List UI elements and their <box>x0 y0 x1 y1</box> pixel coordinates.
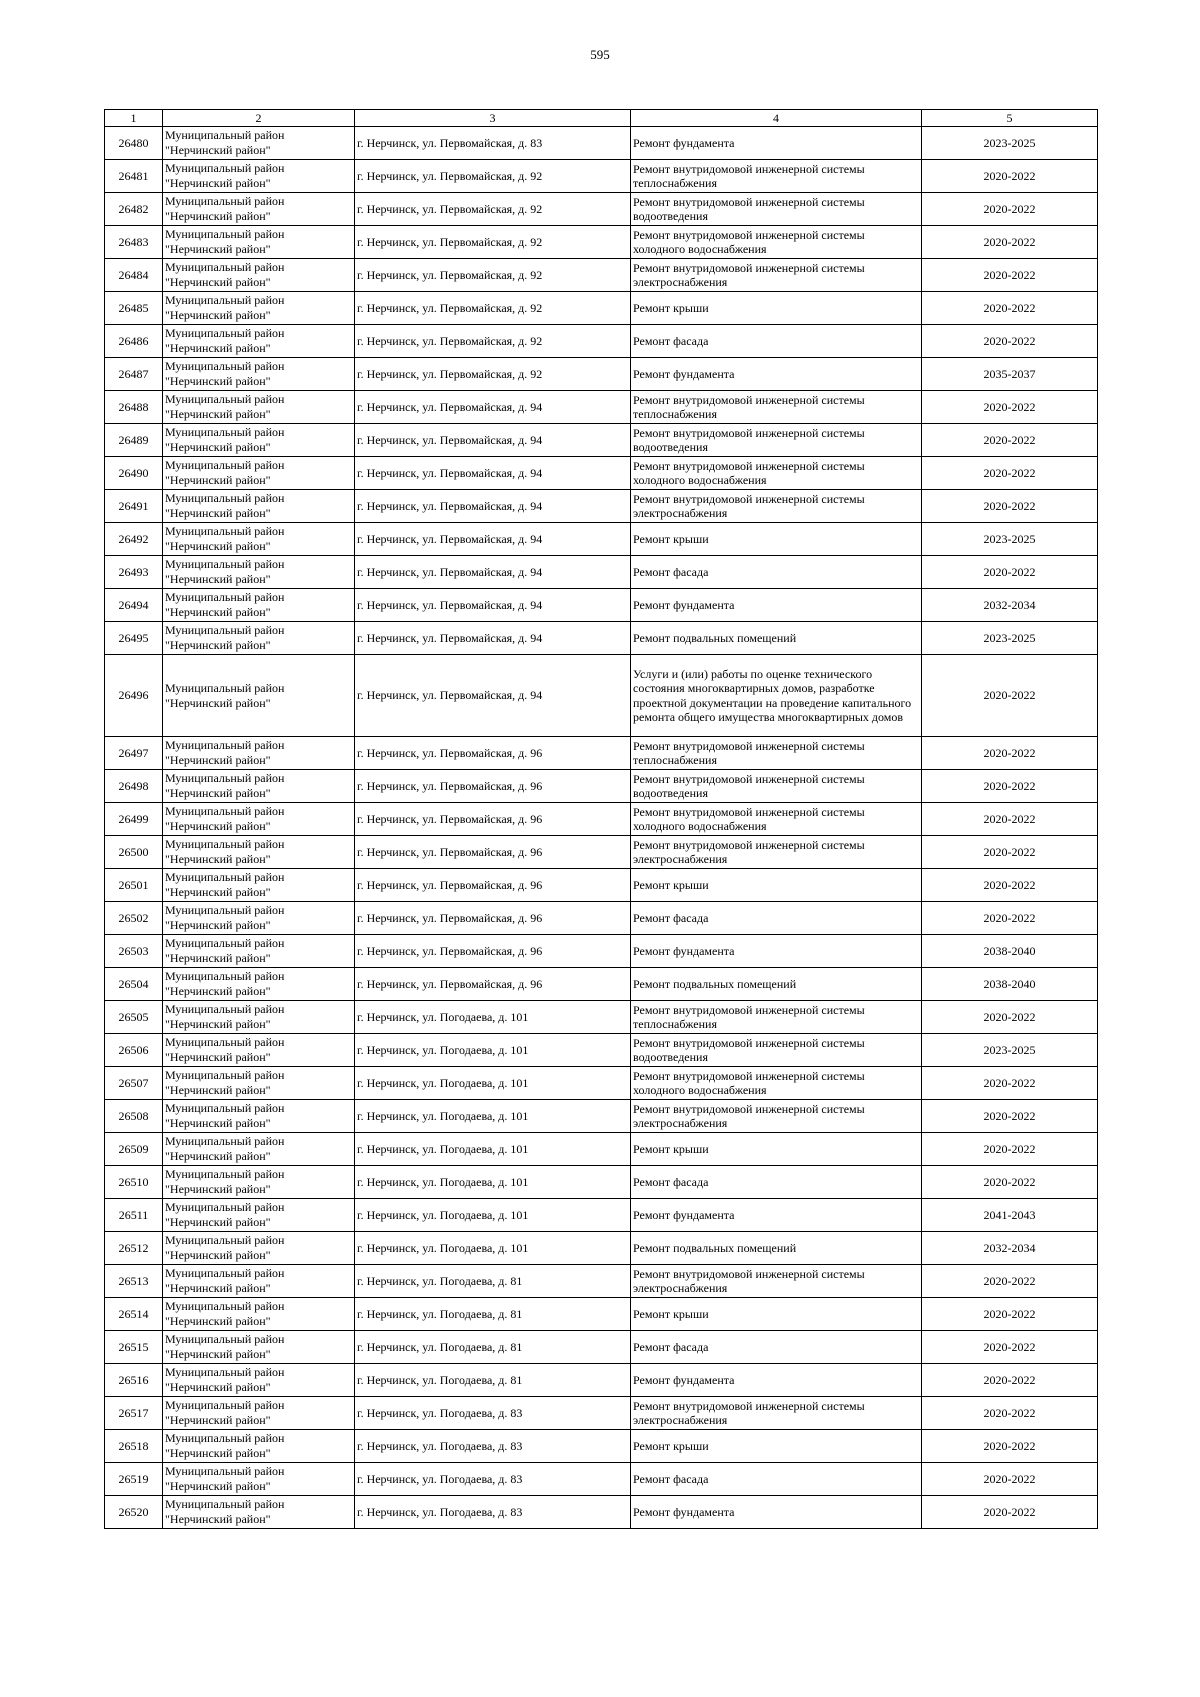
municipality-cell: Муниципальный район "Нерчинский район" <box>163 226 355 259</box>
table-row <box>105 325 1098 358</box>
row-number: 26494 <box>105 589 163 622</box>
address-cell: г. Нерчинск, ул. Первомайская, д. 96 <box>355 737 631 770</box>
address-cell: г. Нерчинск, ул. Первомайская, д. 94 <box>355 490 631 523</box>
table-row <box>105 1199 1098 1232</box>
municipality-cell: Муниципальный район "Нерчинский район" <box>163 259 355 292</box>
table-row <box>105 292 1098 325</box>
table-row <box>105 457 1098 490</box>
work-type-cell: Ремонт фасада <box>631 1166 922 1199</box>
period-cell: 2020-2022 <box>922 803 1098 836</box>
work-type-cell: Ремонт фундамента <box>631 1199 922 1232</box>
work-type-cell: Услуги и (или) работы по оценке технического состояния многоквартирных домов, разработке проектной документации на проведение капитального ремонта общего имущества многоквартирных домов <box>631 655 922 737</box>
work-type-cell: Ремонт подвальных помещений <box>631 968 922 1001</box>
row-number: 26497 <box>105 737 163 770</box>
column-header-3: 3 <box>355 110 631 127</box>
address-cell: г. Нерчинск, ул. Первомайская, д. 92 <box>355 160 631 193</box>
period-cell: 2020-2022 <box>922 1430 1098 1463</box>
municipality-cell: Муниципальный район "Нерчинский район" <box>163 127 355 160</box>
row-number: 26510 <box>105 1166 163 1199</box>
municipality-cell: Муниципальный район "Нерчинский район" <box>163 589 355 622</box>
municipality-cell: Муниципальный район "Нерчинский район" <box>163 836 355 869</box>
municipality-cell: Муниципальный район "Нерчинский район" <box>163 935 355 968</box>
address-cell: г. Нерчинск, ул. Погодаева, д. 81 <box>355 1364 631 1397</box>
work-type-cell: Ремонт фундамента <box>631 358 922 391</box>
column-header-4: 4 <box>631 110 922 127</box>
address-cell: г. Нерчинск, ул. Первомайская, д. 94 <box>355 589 631 622</box>
work-type-cell: Ремонт фундамента <box>631 127 922 160</box>
row-number: 26515 <box>105 1331 163 1364</box>
row-number: 26502 <box>105 902 163 935</box>
row-number: 26496 <box>105 655 163 737</box>
work-type-cell: Ремонт внутридомовой инженерной системы холодного водоснабжения <box>631 457 922 490</box>
row-number: 26517 <box>105 1397 163 1430</box>
address-cell: г. Нерчинск, ул. Погодаева, д. 101 <box>355 1199 631 1232</box>
address-cell: г. Нерчинск, ул. Первомайская, д. 94 <box>355 523 631 556</box>
period-cell: 2020-2022 <box>922 902 1098 935</box>
municipality-cell: Муниципальный район "Нерчинский район" <box>163 1298 355 1331</box>
address-cell: г. Нерчинск, ул. Погодаева, д. 101 <box>355 1100 631 1133</box>
row-number: 26490 <box>105 457 163 490</box>
work-type-cell: Ремонт крыши <box>631 523 922 556</box>
period-cell: 2020-2022 <box>922 1265 1098 1298</box>
municipality-cell: Муниципальный район "Нерчинский район" <box>163 902 355 935</box>
period-cell: 2020-2022 <box>922 556 1098 589</box>
municipality-cell: Муниципальный район "Нерчинский район" <box>163 1199 355 1232</box>
address-cell: г. Нерчинск, ул. Погодаева, д. 83 <box>355 1397 631 1430</box>
municipality-cell: Муниципальный район "Нерчинский район" <box>163 737 355 770</box>
column-header-5: 5 <box>922 110 1098 127</box>
row-number: 26498 <box>105 770 163 803</box>
table-row <box>105 1265 1098 1298</box>
table-row <box>105 869 1098 902</box>
period-cell: 2023-2025 <box>922 1034 1098 1067</box>
municipality-cell: Муниципальный район "Нерчинский район" <box>163 391 355 424</box>
row-number: 26495 <box>105 622 163 655</box>
table-row <box>105 935 1098 968</box>
row-number: 26485 <box>105 292 163 325</box>
table-row <box>105 193 1098 226</box>
table-row <box>105 127 1098 160</box>
period-cell: 2020-2022 <box>922 869 1098 902</box>
work-type-cell: Ремонт внутридомовой инженерной системы водоотведения <box>631 770 922 803</box>
municipality-cell: Муниципальный район "Нерчинский район" <box>163 622 355 655</box>
municipality-cell: Муниципальный район "Нерчинский район" <box>163 523 355 556</box>
work-type-cell: Ремонт фундамента <box>631 589 922 622</box>
municipality-cell: Муниципальный район "Нерчинский район" <box>163 457 355 490</box>
work-type-cell: Ремонт фасада <box>631 1331 922 1364</box>
period-cell: 2035-2037 <box>922 358 1098 391</box>
work-type-cell: Ремонт внутридомовой инженерной системы теплоснабжения <box>631 1001 922 1034</box>
address-cell: г. Нерчинск, ул. Погодаева, д. 81 <box>355 1298 631 1331</box>
table-row <box>105 589 1098 622</box>
row-number: 26482 <box>105 193 163 226</box>
address-cell: г. Нерчинск, ул. Первомайская, д. 96 <box>355 935 631 968</box>
municipality-cell: Муниципальный район "Нерчинский район" <box>163 358 355 391</box>
address-cell: г. Нерчинск, ул. Первомайская, д. 94 <box>355 391 631 424</box>
period-cell: 2023-2025 <box>922 127 1098 160</box>
address-cell: г. Нерчинск, ул. Первомайская, д. 94 <box>355 655 631 737</box>
row-number: 26516 <box>105 1364 163 1397</box>
row-number: 26503 <box>105 935 163 968</box>
work-type-cell: Ремонт внутридомовой инженерной системы электроснабжения <box>631 836 922 869</box>
row-number: 26488 <box>105 391 163 424</box>
table-row <box>105 770 1098 803</box>
address-cell: г. Нерчинск, ул. Первомайская, д. 83 <box>355 127 631 160</box>
period-cell: 2020-2022 <box>922 424 1098 457</box>
period-cell: 2020-2022 <box>922 1100 1098 1133</box>
address-cell: г. Нерчинск, ул. Первомайская, д. 96 <box>355 968 631 1001</box>
address-cell: г. Нерчинск, ул. Первомайская, д. 92 <box>355 226 631 259</box>
municipality-cell: Муниципальный район "Нерчинский район" <box>163 1067 355 1100</box>
period-cell: 2020-2022 <box>922 1463 1098 1496</box>
table-row <box>105 358 1098 391</box>
municipality-cell: Муниципальный район "Нерчинский район" <box>163 655 355 737</box>
work-type-cell: Ремонт фундамента <box>631 1364 922 1397</box>
address-cell: г. Нерчинск, ул. Погодаева, д. 101 <box>355 1067 631 1100</box>
address-cell: г. Нерчинск, ул. Погодаева, д. 101 <box>355 1034 631 1067</box>
address-cell: г. Нерчинск, ул. Погодаева, д. 101 <box>355 1133 631 1166</box>
work-type-cell: Ремонт крыши <box>631 292 922 325</box>
municipality-cell: Муниципальный район "Нерчинский район" <box>163 424 355 457</box>
table-row <box>105 1463 1098 1496</box>
table-row <box>105 226 1098 259</box>
work-type-cell: Ремонт внутридомовой инженерной системы теплоснабжения <box>631 391 922 424</box>
address-cell: г. Нерчинск, ул. Первомайская, д. 96 <box>355 770 631 803</box>
period-cell: 2020-2022 <box>922 391 1098 424</box>
work-type-cell: Ремонт внутридомовой инженерной системы электроснабжения <box>631 1265 922 1298</box>
repair-schedule-table <box>104 109 1098 1529</box>
table-row <box>105 1067 1098 1100</box>
municipality-cell: Муниципальный район "Нерчинский район" <box>163 803 355 836</box>
table-row <box>105 1496 1098 1529</box>
table-row <box>105 1397 1098 1430</box>
address-cell: г. Нерчинск, ул. Погодаева, д. 101 <box>355 1232 631 1265</box>
row-number: 26506 <box>105 1034 163 1067</box>
table-row <box>105 836 1098 869</box>
municipality-cell: Муниципальный район "Нерчинский район" <box>163 160 355 193</box>
work-type-cell: Ремонт внутридомовой инженерной системы электроснабжения <box>631 490 922 523</box>
address-cell: г. Нерчинск, ул. Погодаева, д. 83 <box>355 1463 631 1496</box>
address-cell: г. Нерчинск, ул. Первомайская, д. 92 <box>355 292 631 325</box>
work-type-cell: Ремонт внутридомовой инженерной системы теплоснабжения <box>631 737 922 770</box>
table-row <box>105 160 1098 193</box>
period-cell: 2020-2022 <box>922 1133 1098 1166</box>
table-row <box>105 391 1098 424</box>
period-cell: 2020-2022 <box>922 457 1098 490</box>
table-row <box>105 1100 1098 1133</box>
period-cell: 2020-2022 <box>922 1067 1098 1100</box>
work-type-cell: Ремонт фасада <box>631 1463 922 1496</box>
row-number: 26500 <box>105 836 163 869</box>
row-number: 26501 <box>105 869 163 902</box>
period-cell: 2020-2022 <box>922 226 1098 259</box>
period-cell: 2020-2022 <box>922 193 1098 226</box>
row-number: 26491 <box>105 490 163 523</box>
municipality-cell: Муниципальный район "Нерчинский район" <box>163 556 355 589</box>
municipality-cell: Муниципальный район "Нерчинский район" <box>163 1364 355 1397</box>
work-type-cell: Ремонт фундамента <box>631 1496 922 1529</box>
table-header <box>105 110 1098 127</box>
work-type-cell: Ремонт внутридомовой инженерной системы электроснабжения <box>631 259 922 292</box>
municipality-cell: Муниципальный район "Нерчинский район" <box>163 325 355 358</box>
table-row <box>105 803 1098 836</box>
row-number: 26520 <box>105 1496 163 1529</box>
work-type-cell: Ремонт фасада <box>631 556 922 589</box>
row-number: 26514 <box>105 1298 163 1331</box>
table-row <box>105 902 1098 935</box>
period-cell: 2020-2022 <box>922 655 1098 737</box>
work-type-cell: Ремонт внутридомовой инженерной системы электроснабжения <box>631 1397 922 1430</box>
municipality-cell: Муниципальный район "Нерчинский район" <box>163 1496 355 1529</box>
period-cell: 2020-2022 <box>922 1298 1098 1331</box>
row-number: 26513 <box>105 1265 163 1298</box>
table-row <box>105 1034 1098 1067</box>
table-row <box>105 1133 1098 1166</box>
address-cell: г. Нерчинск, ул. Первомайская, д. 94 <box>355 424 631 457</box>
period-cell: 2023-2025 <box>922 622 1098 655</box>
work-type-cell: Ремонт крыши <box>631 869 922 902</box>
period-cell: 2020-2022 <box>922 1496 1098 1529</box>
address-cell: г. Нерчинск, ул. Погодаева, д. 83 <box>355 1496 631 1529</box>
period-cell: 2020-2022 <box>922 770 1098 803</box>
address-cell: г. Нерчинск, ул. Первомайская, д. 96 <box>355 836 631 869</box>
municipality-cell: Муниципальный район "Нерчинский район" <box>163 1232 355 1265</box>
header-row <box>105 110 1098 127</box>
table-row <box>105 1232 1098 1265</box>
table-row <box>105 523 1098 556</box>
period-cell: 2020-2022 <box>922 160 1098 193</box>
municipality-cell: Муниципальный район "Нерчинский район" <box>163 1100 355 1133</box>
address-cell: г. Нерчинск, ул. Погодаева, д. 81 <box>355 1331 631 1364</box>
address-cell: г. Нерчинск, ул. Первомайская, д. 92 <box>355 193 631 226</box>
period-cell: 2020-2022 <box>922 737 1098 770</box>
address-cell: г. Нерчинск, ул. Погодаева, д. 101 <box>355 1001 631 1034</box>
municipality-cell: Муниципальный район "Нерчинский район" <box>163 770 355 803</box>
municipality-cell: Муниципальный район "Нерчинский район" <box>163 1331 355 1364</box>
column-header-2: 2 <box>163 110 355 127</box>
period-cell: 2020-2022 <box>922 325 1098 358</box>
period-cell: 2020-2022 <box>922 836 1098 869</box>
work-type-cell: Ремонт внутридомовой инженерной системы теплоснабжения <box>631 160 922 193</box>
period-cell: 2020-2022 <box>922 1001 1098 1034</box>
table-row <box>105 737 1098 770</box>
row-number: 26489 <box>105 424 163 457</box>
row-number: 26509 <box>105 1133 163 1166</box>
work-type-cell: Ремонт подвальных помещений <box>631 1232 922 1265</box>
table-row <box>105 424 1098 457</box>
row-number: 26508 <box>105 1100 163 1133</box>
row-number: 26518 <box>105 1430 163 1463</box>
address-cell: г. Нерчинск, ул. Первомайская, д. 92 <box>355 358 631 391</box>
table-row <box>105 490 1098 523</box>
row-number: 26507 <box>105 1067 163 1100</box>
address-cell: г. Нерчинск, ул. Погодаева, д. 81 <box>355 1265 631 1298</box>
work-type-cell: Ремонт внутридомовой инженерной системы водоотведения <box>631 424 922 457</box>
address-cell: г. Нерчинск, ул. Погодаева, д. 101 <box>355 1166 631 1199</box>
address-cell: г. Нерчинск, ул. Первомайская, д. 96 <box>355 902 631 935</box>
work-type-cell: Ремонт внутридомовой инженерной системы водоотведения <box>631 193 922 226</box>
work-type-cell: Ремонт фасада <box>631 902 922 935</box>
table-row <box>105 1298 1098 1331</box>
address-cell: г. Нерчинск, ул. Первомайская, д. 94 <box>355 556 631 589</box>
period-cell: 2041-2043 <box>922 1199 1098 1232</box>
row-number: 26481 <box>105 160 163 193</box>
period-cell: 2032-2034 <box>922 589 1098 622</box>
period-cell: 2038-2040 <box>922 935 1098 968</box>
work-type-cell: Ремонт крыши <box>631 1430 922 1463</box>
address-cell: г. Нерчинск, ул. Первомайская, д. 96 <box>355 803 631 836</box>
row-number: 26480 <box>105 127 163 160</box>
period-cell: 2020-2022 <box>922 1331 1098 1364</box>
address-cell: г. Нерчинск, ул. Первомайская, д. 94 <box>355 622 631 655</box>
row-number: 26484 <box>105 259 163 292</box>
municipality-cell: Муниципальный район "Нерчинский район" <box>163 1001 355 1034</box>
table-row <box>105 1430 1098 1463</box>
row-number: 26493 <box>105 556 163 589</box>
work-type-cell: Ремонт фасада <box>631 325 922 358</box>
row-number: 26499 <box>105 803 163 836</box>
row-number: 26486 <box>105 325 163 358</box>
period-cell: 2020-2022 <box>922 1364 1098 1397</box>
municipality-cell: Муниципальный район "Нерчинский район" <box>163 193 355 226</box>
municipality-cell: Муниципальный район "Нерчинский район" <box>163 1397 355 1430</box>
row-number: 26505 <box>105 1001 163 1034</box>
period-cell: 2020-2022 <box>922 1166 1098 1199</box>
municipality-cell: Муниципальный район "Нерчинский район" <box>163 1463 355 1496</box>
work-type-cell: Ремонт внутридомовой инженерной системы холодного водоснабжения <box>631 803 922 836</box>
table-row <box>105 1001 1098 1034</box>
work-type-cell: Ремонт крыши <box>631 1133 922 1166</box>
period-cell: 2020-2022 <box>922 259 1098 292</box>
row-number: 26487 <box>105 358 163 391</box>
row-number: 26483 <box>105 226 163 259</box>
table-row <box>105 259 1098 292</box>
table-row <box>105 655 1098 737</box>
address-cell: г. Нерчинск, ул. Первомайская, д. 94 <box>355 457 631 490</box>
table-row <box>105 968 1098 1001</box>
period-cell: 2032-2034 <box>922 1232 1098 1265</box>
row-number: 26512 <box>105 1232 163 1265</box>
table-row <box>105 1331 1098 1364</box>
work-type-cell: Ремонт подвальных помещений <box>631 622 922 655</box>
row-number: 26511 <box>105 1199 163 1232</box>
municipality-cell: Муниципальный район "Нерчинский район" <box>163 490 355 523</box>
period-cell: 2023-2025 <box>922 523 1098 556</box>
address-cell: г. Нерчинск, ул. Погодаева, д. 83 <box>355 1430 631 1463</box>
municipality-cell: Муниципальный район "Нерчинский район" <box>163 1265 355 1298</box>
work-type-cell: Ремонт внутридомовой инженерной системы холодного водоснабжения <box>631 1067 922 1100</box>
period-cell: 2038-2040 <box>922 968 1098 1001</box>
table-body <box>105 127 1098 1529</box>
work-type-cell: Ремонт крыши <box>631 1298 922 1331</box>
municipality-cell: Муниципальный район "Нерчинский район" <box>163 968 355 1001</box>
address-cell: г. Нерчинск, ул. Первомайская, д. 92 <box>355 325 631 358</box>
work-type-cell: Ремонт внутридомовой инженерной системы водоотведения <box>631 1034 922 1067</box>
address-cell: г. Нерчинск, ул. Первомайская, д. 92 <box>355 259 631 292</box>
work-type-cell: Ремонт внутридомовой инженерной системы холодного водоснабжения <box>631 226 922 259</box>
column-header-1: 1 <box>105 110 163 127</box>
address-cell: г. Нерчинск, ул. Первомайская, д. 96 <box>355 869 631 902</box>
municipality-cell: Муниципальный район "Нерчинский район" <box>163 1133 355 1166</box>
period-cell: 2020-2022 <box>922 1397 1098 1430</box>
work-type-cell: Ремонт фундамента <box>631 935 922 968</box>
table-row <box>105 1166 1098 1199</box>
work-type-cell: Ремонт внутридомовой инженерной системы электроснабжения <box>631 1100 922 1133</box>
page-number: 595 <box>590 47 610 62</box>
row-number: 26504 <box>105 968 163 1001</box>
municipality-cell: Муниципальный район "Нерчинский район" <box>163 1430 355 1463</box>
table-row <box>105 622 1098 655</box>
row-number: 26492 <box>105 523 163 556</box>
municipality-cell: Муниципальный район "Нерчинский район" <box>163 1034 355 1067</box>
period-cell: 2020-2022 <box>922 490 1098 523</box>
table-row <box>105 1364 1098 1397</box>
municipality-cell: Муниципальный район "Нерчинский район" <box>163 292 355 325</box>
table-row <box>105 556 1098 589</box>
municipality-cell: Муниципальный район "Нерчинский район" <box>163 1166 355 1199</box>
period-cell: 2020-2022 <box>922 292 1098 325</box>
municipality-cell: Муниципальный район "Нерчинский район" <box>163 869 355 902</box>
row-number: 26519 <box>105 1463 163 1496</box>
